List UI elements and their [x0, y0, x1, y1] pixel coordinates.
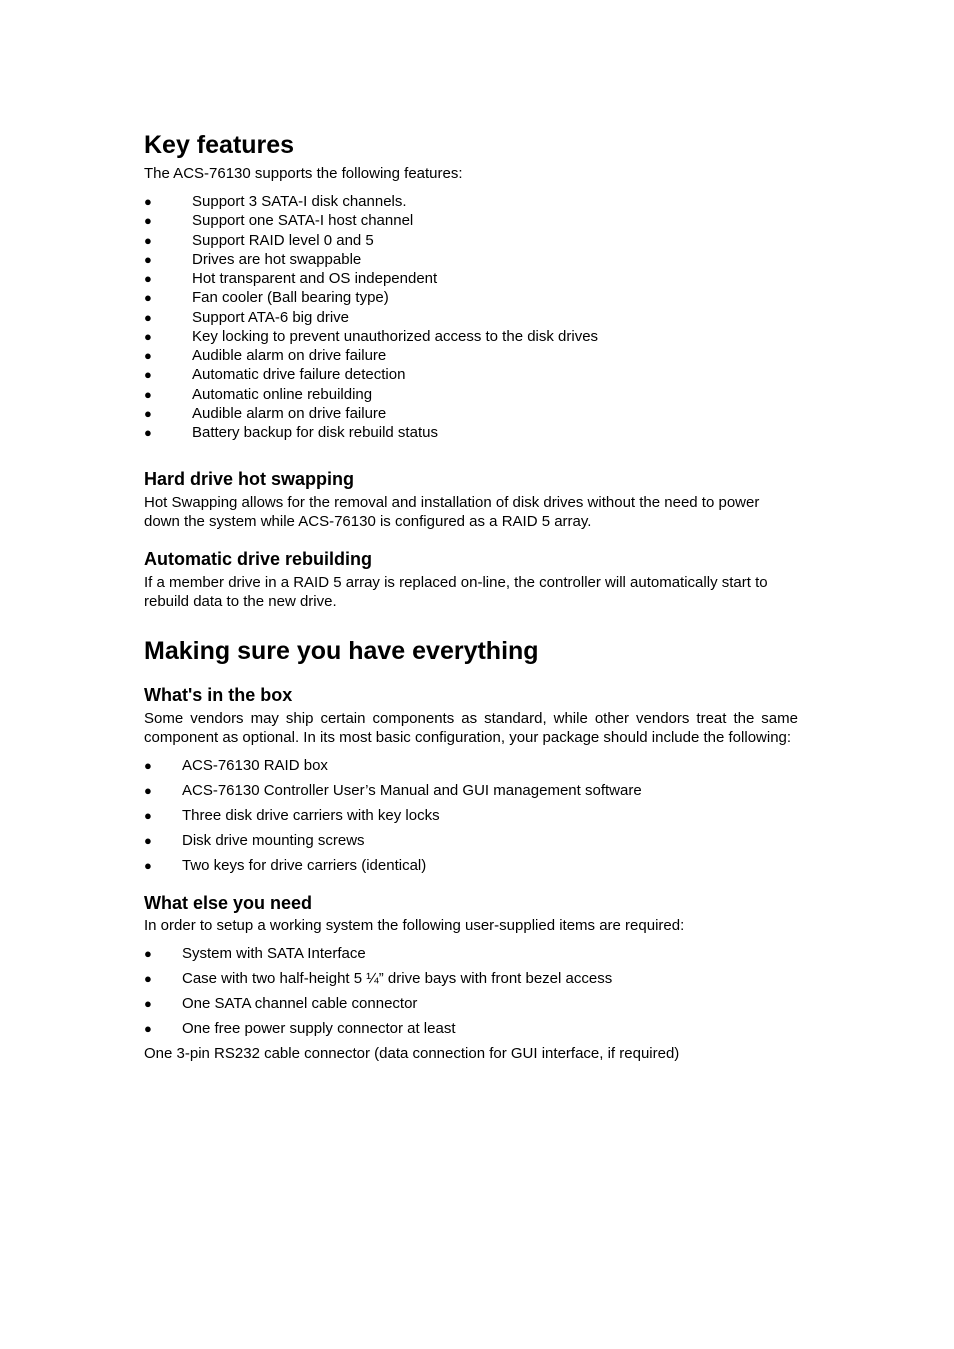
list-item-text: One free power supply connector at least	[182, 1020, 456, 1038]
list-item	[144, 828, 798, 853]
list-item-text: ACS-76130 RAID box	[182, 757, 328, 775]
list-item-text: Support ATA-6 big drive	[192, 308, 350, 326]
bullet-icon: ●	[144, 1021, 152, 1037]
rebuilding-text: If a member drive in a RAID 5 array is replaced on-line, the controller will automatically start to rebuild data to the new drive.	[144, 574, 768, 611]
list-item-text: Support 3 SATA-I disk channels.	[192, 193, 407, 210]
list-item	[144, 250, 798, 269]
bullet-icon: ●	[144, 367, 152, 383]
heading-hot-swapping: Hard drive hot swapping	[144, 469, 355, 490]
what-else-text: In order to setup a working system the following user-supplied items are required:	[144, 917, 685, 935]
bullet-icon: ●	[144, 758, 152, 774]
list-item	[144, 966, 798, 991]
bullet-icon: ●	[144, 783, 152, 799]
list-item	[144, 778, 798, 803]
in-the-box-text: Some vendors may ship certain components as standard, while other vendors treat the same component as optional. In its most basic configuration, your package should include the following:	[144, 710, 798, 747]
heading-key-features: Key features	[144, 131, 295, 159]
list-item	[144, 231, 798, 250]
bullet-icon: ●	[144, 309, 152, 325]
list-item	[144, 404, 798, 423]
bullet-icon: ●	[144, 946, 152, 962]
rs232-note: One 3-pin RS232 cable connector (data connection for GUI interface, if required)	[144, 1045, 680, 1063]
list-item	[144, 803, 798, 828]
bullet-icon: ●	[144, 858, 152, 874]
list-item	[144, 385, 798, 404]
bullet-icon: ●	[144, 386, 152, 402]
list-item	[144, 1016, 798, 1041]
list-item-text: One SATA channel cable connector	[182, 995, 418, 1013]
list-item-text: Fan cooler (Ball bearing type)	[192, 289, 389, 307]
list-item	[144, 211, 798, 230]
list-item-text: Case with two half-height 5 ¼” drive bays with front bezel access	[182, 970, 613, 988]
list-item	[144, 288, 798, 307]
list-item-text: Hot transparent and OS independent	[192, 270, 438, 287]
bullet-icon: ●	[144, 996, 152, 1012]
heading-drive-rebuilding: Automatic drive rebuilding	[144, 549, 373, 570]
list-item	[144, 853, 798, 878]
list-item-text: Support one SATA-I host channel	[192, 212, 414, 230]
list-item	[144, 308, 798, 327]
list-item-text: Audible alarm on drive failure	[192, 404, 387, 422]
list-item-text: Two keys for drive carriers (identical)	[182, 857, 427, 875]
list-item-text: Three disk drive carriers with key locks	[182, 807, 440, 825]
bullet-icon: ●	[144, 348, 152, 363]
list-item-text: Automatic online rebuilding	[192, 385, 373, 403]
bullet-icon: ●	[144, 405, 152, 421]
bullet-icon: ●	[144, 971, 152, 987]
list-item-text: ACS-76130 Controller User’s Manual and GUI management software	[182, 782, 642, 800]
list-item	[144, 269, 798, 288]
bullet-icon: ●	[144, 425, 152, 440]
bullet-icon: ●	[144, 808, 152, 824]
list-item-text: Drives are hot swappable	[192, 250, 362, 268]
key-features-list	[144, 192, 798, 442]
list-item-text: Support RAID level 0 and 5	[192, 231, 374, 249]
heading-making-sure: Making sure you have everything	[144, 637, 539, 666]
bullet-icon: ●	[144, 271, 152, 286]
heading-what-else-you-need: What else you need	[144, 893, 313, 914]
bullet-icon: ●	[144, 232, 152, 248]
key-features-intro: The ACS-76130 supports the following features:	[144, 165, 463, 182]
heading-whats-in-the-box: What's in the box	[144, 685, 293, 706]
list-item-text: Disk drive mounting screws	[182, 832, 365, 850]
bullet-icon: ●	[144, 251, 152, 267]
list-item	[144, 753, 798, 778]
list-item	[144, 365, 798, 384]
bullet-icon: ●	[144, 213, 152, 229]
bullet-icon: ●	[144, 833, 152, 849]
what-else-list	[144, 941, 798, 1041]
list-item	[144, 423, 798, 442]
document-page	[144, 130, 798, 1063]
list-item-text: Audible alarm on drive failure	[192, 347, 387, 364]
bullet-icon: ●	[144, 290, 152, 306]
list-item	[144, 192, 798, 211]
hot-swapping-text: Hot Swapping allows for the removal and installation of disk drives without the need to power down the system while ACS-76130 is configured as a RAID 5 array.	[144, 494, 760, 531]
list-item	[144, 346, 798, 365]
bullet-icon: ●	[144, 194, 152, 209]
list-item	[144, 327, 798, 346]
list-item	[144, 941, 798, 966]
in-the-box-list	[144, 753, 798, 878]
list-item	[144, 991, 798, 1016]
list-item-text: System with SATA Interface	[182, 945, 366, 963]
list-item-text: Automatic drive failure detection	[192, 366, 406, 384]
bullet-icon: ●	[144, 328, 152, 344]
list-item-text: Battery backup for disk rebuild status	[192, 424, 438, 441]
list-item-text: Key locking to prevent unauthorized access to the disk drives	[192, 327, 599, 345]
